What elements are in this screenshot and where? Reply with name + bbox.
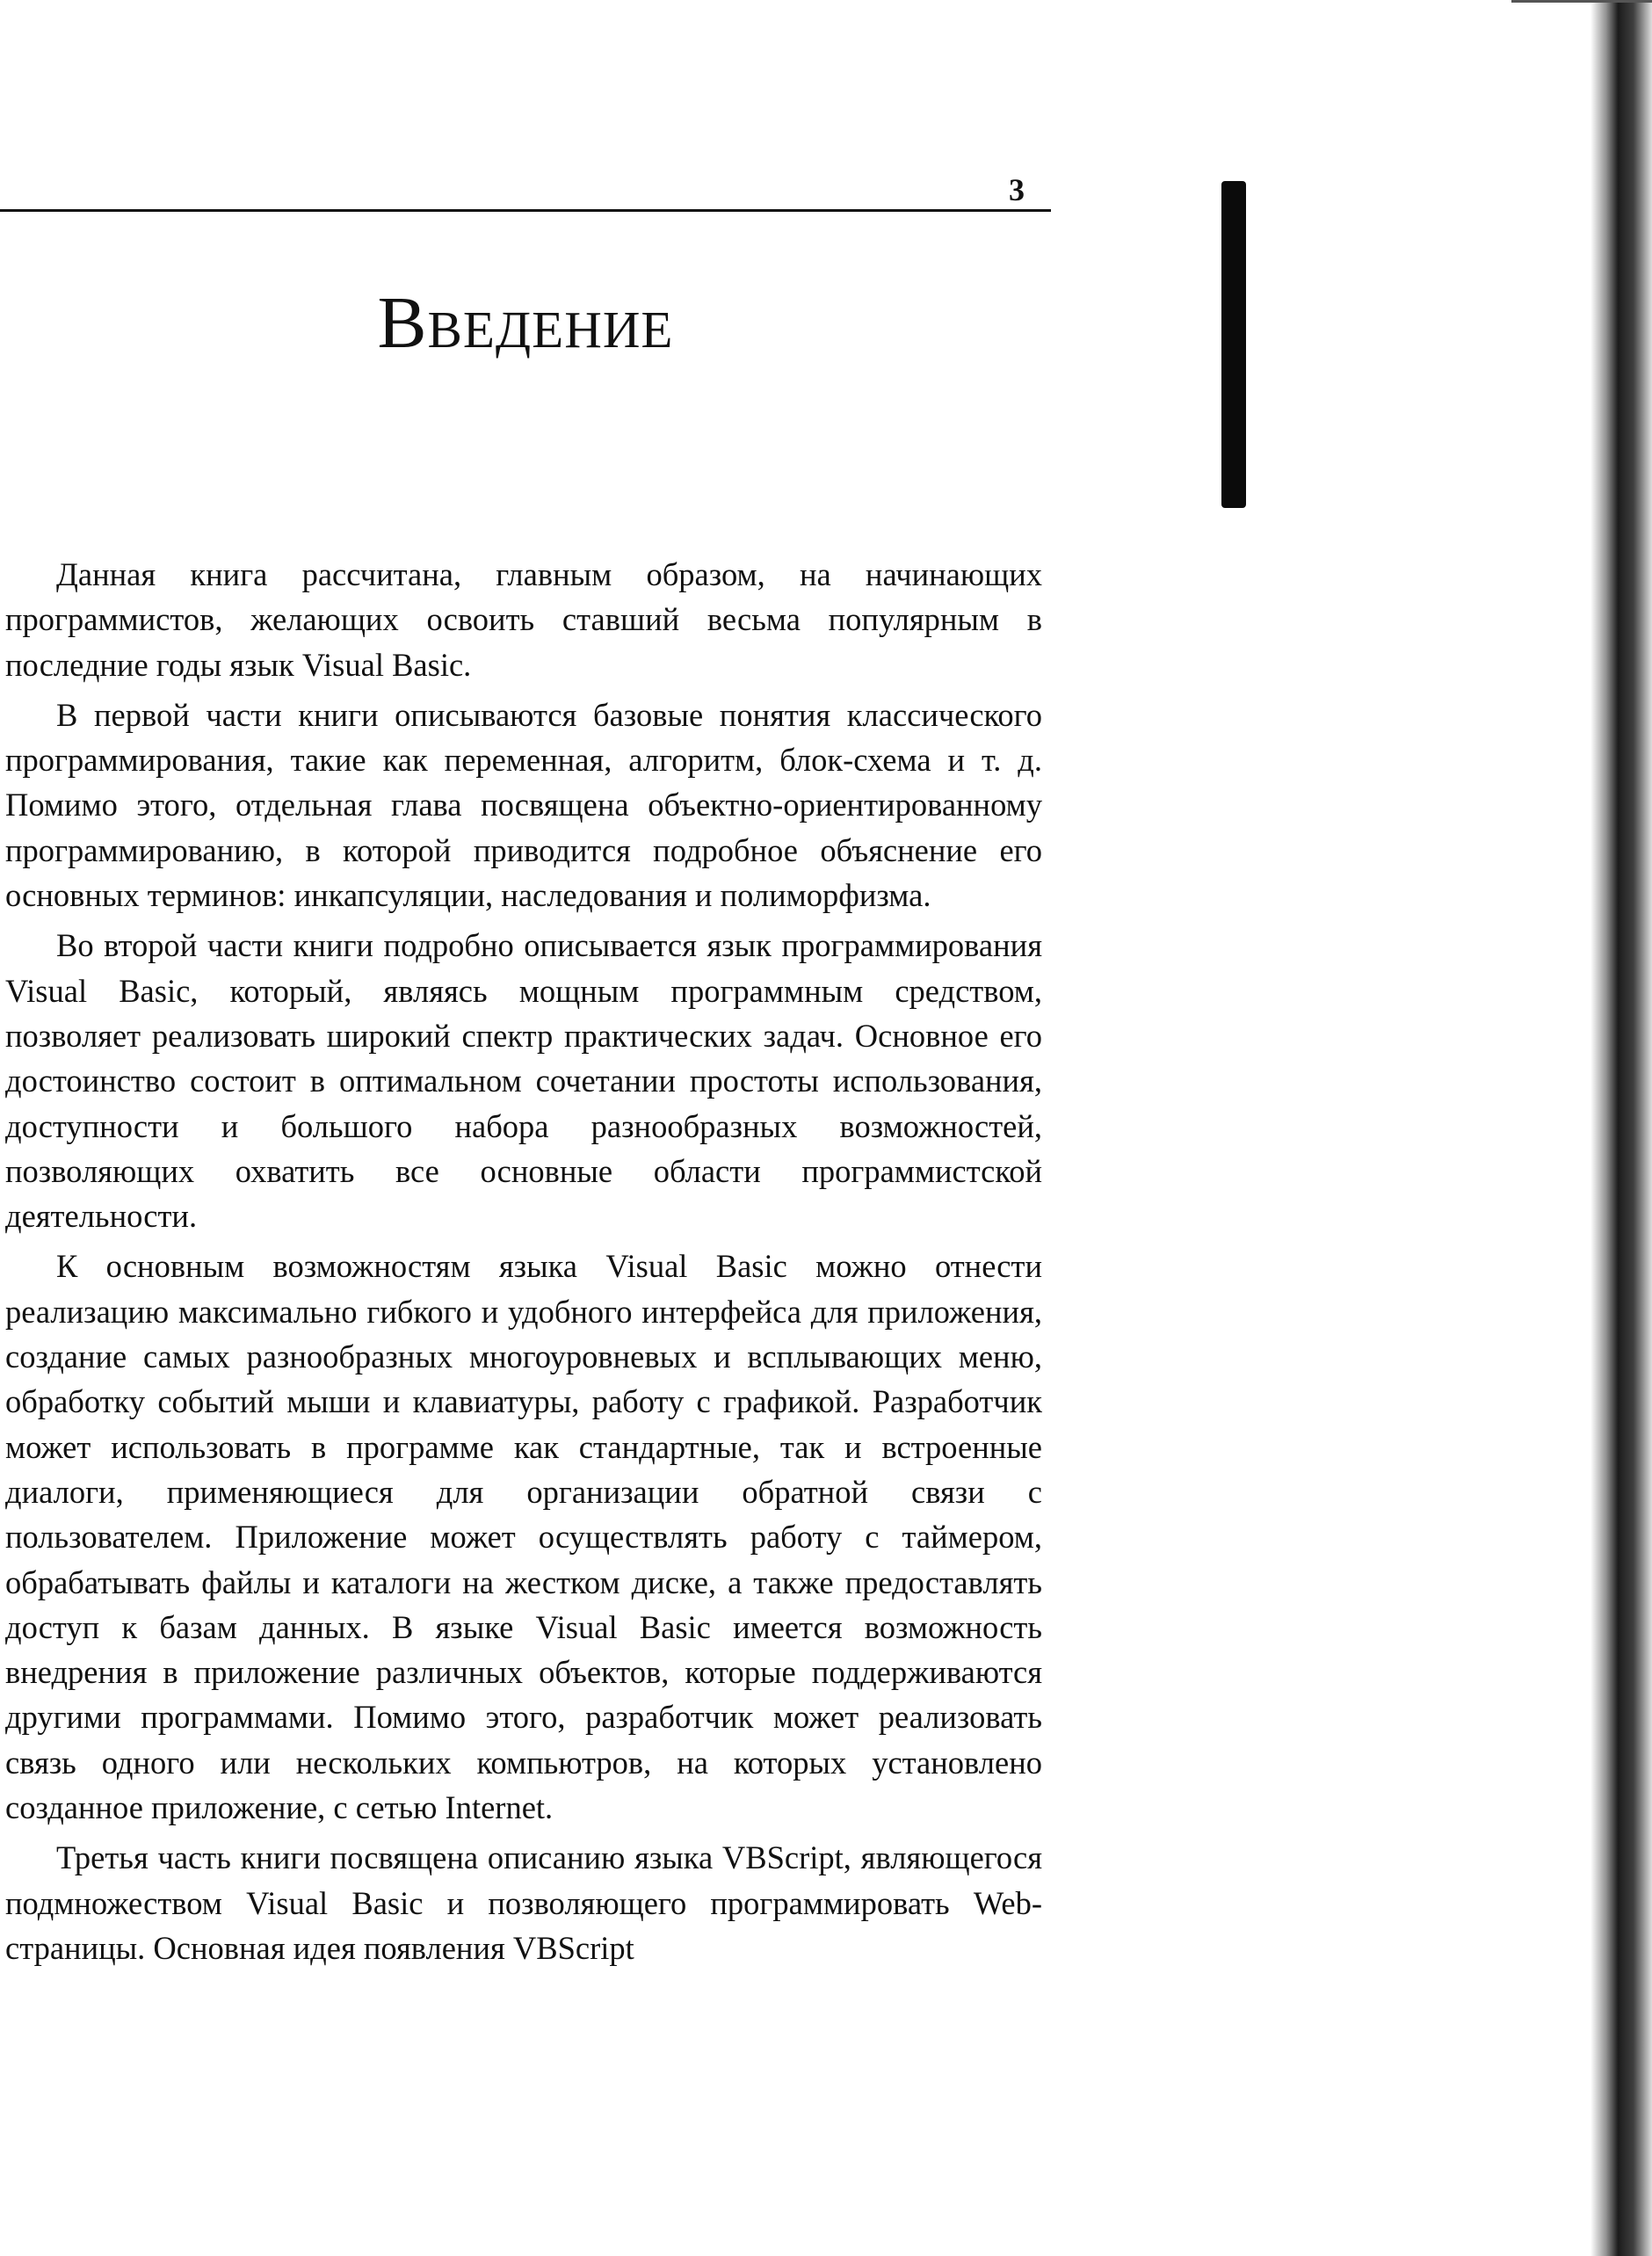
paragraph-1: Данная книга рассчитана, главным образом, на начинающих программистов, желающих освоить ставший весьма популярным в последние годы язык Visual Basic.	[5, 556, 1042, 683]
paragraph-4: К основным возможностям языка Visual Basic можно отнести реализацию максимально гибкого и удобного интерфейса для приложения, создание самых разнообразных многоуровневых и всплывающих меню, обработку событий мыши и клавиатуры, работу с графикой. Разработчик может использовать в программе как стандартные, так и встроенные диалоги, применяющиеся для организации обратной связи с пользователем. Приложение может осуществлять работу с таймером, обрабатывать файлы и каталоги на жестком диске, а также предоставлять доступ к базам данных. В языке Visual Basic имеется возможность внедрения в приложение различных объектов, которые поддерживаются другими программами. Помимо этого, разработчик может реализовать связь одного или нескольких компьютров, на которых установлено созданное приложение, с сетью Internet.	[5, 1248, 1042, 1826]
paragraph-2: В первой части книги описываются базовые понятия классического программирования, такие как переменная, алгоритм, блок-схема и т. д. Помимо этого, отдельная глава посвящена объектно-ориентированному программированию, в которой приводится подробное объяснение его основных терминов: инкапсуляции, наследования и полиморфизма.	[5, 696, 1042, 914]
scan-binding-edge	[1590, 0, 1652, 2256]
chapter-title: Введение	[377, 282, 674, 364]
paragraph-3: Во второй части книги подробно описывается язык программирования Visual Basic, который, являясь мощным программным средством, позволяет реализовать широкий спектр практических задач. Основное его достоинство состоит в оптимальном сочетании простоты использования, доступности и большого набора разнообразных возможностей, позволяющих охватить все основные области программистской деятельности.	[5, 927, 1042, 1235]
scan-top-line	[1511, 0, 1652, 3]
scan-margin-smudge	[1221, 181, 1246, 508]
header-rule	[0, 209, 1051, 212]
page-number: 3	[1009, 172, 1025, 207]
paragraph-5: Третья часть книги посвящена описанию языка VBScript, являющегося подмножеством Visual Basic и позволяющего программировать Web-страницы. Основная идея появления VBScript	[5, 1839, 1042, 1966]
body-text	[5, 552, 1042, 1976]
